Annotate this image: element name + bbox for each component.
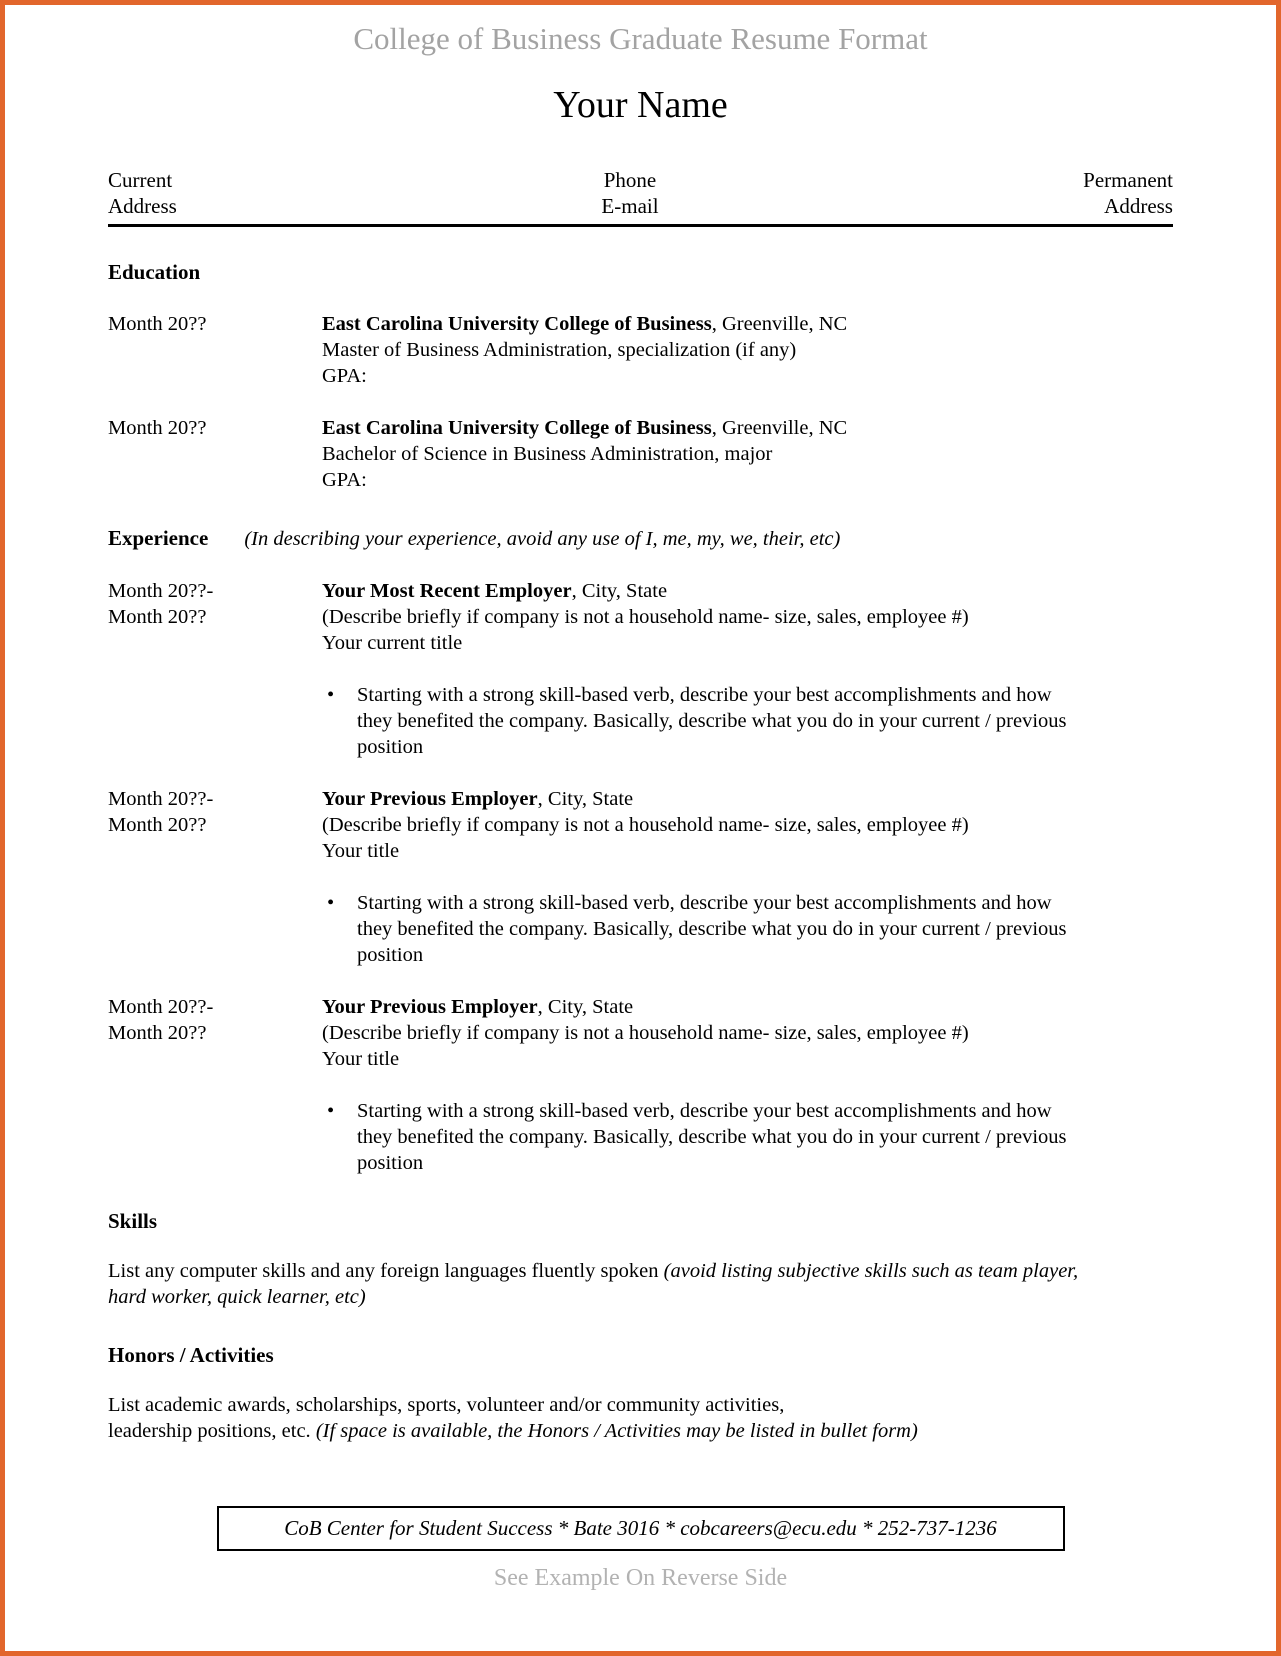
experience-entry-3-employer: Your Previous Employer — [322, 996, 538, 1018]
experience-heading-row — [108, 525, 1173, 552]
education-entry-1-degree: Master of Business Administration, specialization (if any) — [322, 339, 797, 361]
honors-line-2-italic: (If space is available, the Honors / Activities may be listed in bullet form) — [315, 1420, 918, 1442]
experience-entry-2-bullet-text: Starting with a strong skill-based verb, describe your best accomplishments and how they benefited the company. Basically, describe what you do in your current / previous position — [357, 892, 1067, 966]
experience-entry-1-dates — [108, 578, 322, 656]
experience-entry-3-details — [322, 994, 1173, 1072]
honors-line-2 — [108, 1418, 1088, 1444]
contact-row — [108, 167, 1173, 227]
contact-permanent-label: Permanent — [1083, 168, 1173, 192]
experience-entry-2-employer: Your Previous Employer — [322, 788, 538, 810]
education-heading: Education — [108, 260, 201, 284]
education-entry-2-school-line — [322, 415, 1173, 441]
contact-phone-label: Phone — [603, 168, 657, 192]
education-entry-1-location: , Greenville, NC — [711, 313, 848, 335]
experience-entry-1-date-start: Month 20??- — [108, 580, 214, 602]
experience-entry-1-details — [322, 578, 1173, 656]
honors-line-2-text: leadership positions, etc. — [108, 1420, 316, 1442]
skills-heading: Skills — [108, 1209, 158, 1233]
education-entry-2-details — [322, 415, 1173, 493]
experience-entry-1-bullet-text: Starting with a strong skill-based verb, describe your best accomplishments and how they benefited the company. Basically, describe what you do in your current / previous position — [357, 684, 1067, 758]
bullet-icon: • — [327, 892, 335, 914]
skills-text: List any computer skills and any foreign languages fluently spoken — [108, 1260, 664, 1282]
experience-entry-1-company-note: (Describe briefly if company is not a household name- size, sales, employee #) — [322, 606, 969, 628]
experience-entry-1-location: , City, State — [571, 580, 668, 602]
experience-entry-3-location: , City, State — [537, 996, 634, 1018]
education-entry-2-gpa: GPA: — [322, 469, 367, 491]
experience-entry-1-employer-line — [322, 578, 1173, 604]
experience-entry-3-bullet-text: Starting with a strong skill-based verb, describe your best accomplishments and how they benefited the company. Basically, describe what you do in your current / previous position — [357, 1100, 1067, 1174]
education-entry-1-date: Month 20?? — [108, 313, 207, 335]
experience-entry-2-employer-line — [322, 786, 1173, 812]
experience-entry-2-dates — [108, 786, 322, 864]
education-entry-2-location: , Greenville, NC — [711, 417, 848, 439]
experience-entry-3-employer-line — [322, 994, 1173, 1020]
experience-entry-2-date-end: Month 20?? — [108, 814, 207, 836]
education-entry-2-date: Month 20?? — [108, 417, 207, 439]
bullet-icon: • — [327, 1100, 335, 1122]
experience-entry-2-location: , City, State — [537, 788, 634, 810]
experience-entry-2 — [108, 786, 1173, 864]
education-entry-2-degree: Bachelor of Science in Business Administration, major — [322, 443, 773, 465]
contact-phone-email — [601, 167, 658, 219]
bullet-icon: • — [327, 684, 335, 706]
experience-entry-2-bullet — [327, 890, 1173, 968]
education-entry-1-school-line — [322, 311, 1173, 337]
education-entry-2 — [108, 415, 1173, 493]
experience-entry-3-company-note: (Describe briefly if company is not a household name- size, sales, employee #) — [322, 1022, 969, 1044]
experience-entry-1-title: Your current title — [322, 632, 463, 654]
experience-entry-3-dates — [108, 994, 322, 1072]
contact-email-label: E-mail — [601, 194, 659, 218]
footer-contact-box: CoB Center for Student Success * Bate 3016 * cobcareers@ecu.edu * 252-737-1236 — [217, 1506, 1065, 1551]
contact-current-address — [108, 167, 177, 219]
experience-entry-1-date-end: Month 20?? — [108, 606, 207, 628]
skills-text-italic: (avoid listing subjective skills such as team player, hard worker, quick learner, etc) — [108, 1260, 1079, 1308]
experience-entry-3 — [108, 994, 1173, 1072]
experience-note: (In describing your experience, avoid any use of I, me, my, we, their, etc) — [244, 528, 841, 550]
contact-permanent-address-label: Address — [1104, 194, 1173, 218]
experience-entry-3-bullet — [327, 1098, 1173, 1176]
education-entry-1-gpa: GPA: — [322, 365, 367, 387]
resume-name: Your Name — [553, 84, 728, 126]
experience-entry-1-employer: Your Most Recent Employer — [322, 580, 572, 602]
experience-entry-2-details — [322, 786, 1173, 864]
experience-entry-3-title: Your title — [322, 1048, 400, 1070]
education-entry-2-school: East Carolina University College of Business — [322, 417, 712, 439]
experience-entry-1-bullet — [327, 682, 1173, 760]
experience-entry-2-title: Your title — [322, 840, 400, 862]
education-entry-1 — [108, 311, 1173, 389]
experience-entry-1 — [108, 578, 1173, 656]
honors-heading: Honors / Activities — [108, 1343, 274, 1367]
document-header-title: College of Business Graduate Resume Format — [353, 21, 928, 56]
experience-entry-3-date-end: Month 20?? — [108, 1022, 207, 1044]
experience-entry-2-company-note: (Describe briefly if company is not a household name- size, sales, employee #) — [322, 814, 969, 836]
experience-entry-2-date-start: Month 20??- — [108, 788, 214, 810]
footer-reverse-side-note: See Example On Reverse Side — [493, 1565, 788, 1591]
honors-paragraph — [108, 1392, 1088, 1444]
honors-line-1: List academic awards, scholarships, sports, volunteer and/or community activities, — [108, 1394, 785, 1416]
education-entry-1-details — [322, 311, 1173, 389]
skills-paragraph — [108, 1258, 1088, 1310]
contact-current-label: Current — [108, 168, 173, 192]
resume-body — [108, 259, 1173, 1444]
education-entry-1-school: East Carolina University College of Business — [322, 313, 712, 335]
experience-heading: Experience — [108, 526, 209, 550]
contact-address-label: Address — [108, 194, 177, 218]
experience-entry-3-date-start: Month 20??- — [108, 996, 214, 1018]
contact-permanent-address — [1083, 167, 1173, 219]
